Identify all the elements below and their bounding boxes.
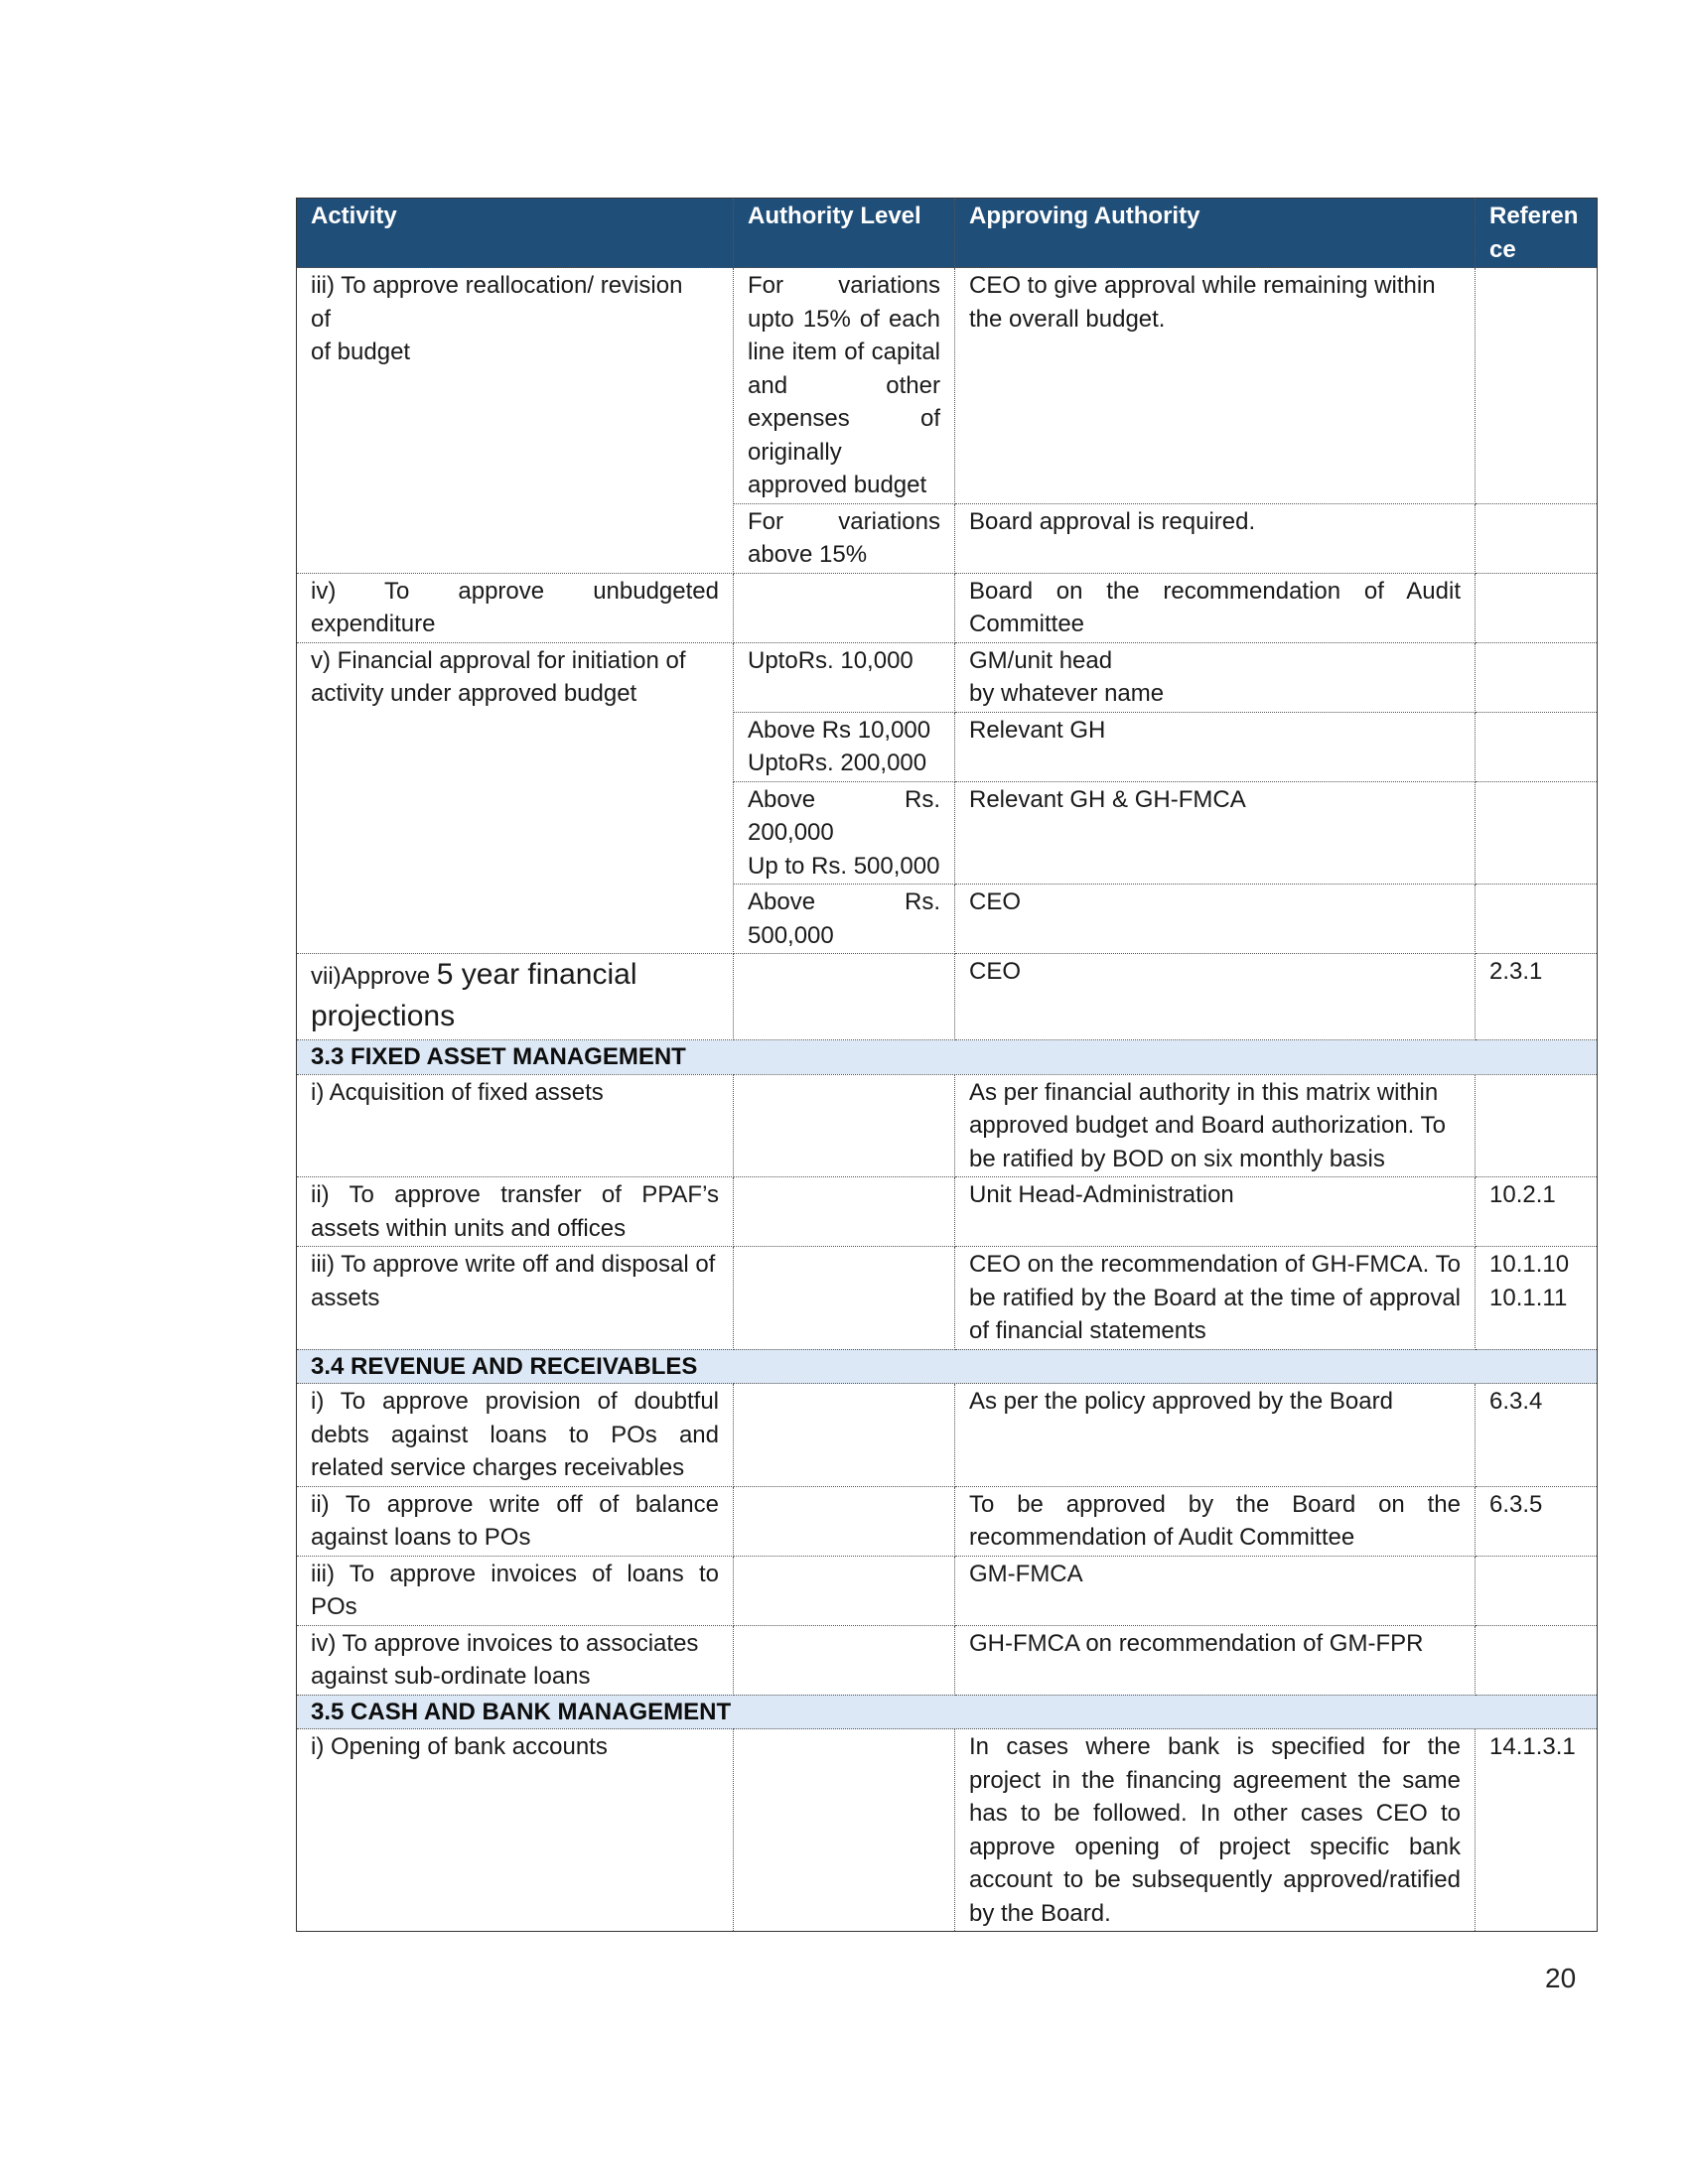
activity-cell: iv) To approve invoices to associates against sub-ordinate loans [297,1625,734,1695]
approving-authority-cell: Relevant GH & GH-FMCA [955,781,1476,885]
header-reference: Referen ce [1476,199,1598,268]
table-row [297,268,1598,504]
table-header-row [297,199,1598,268]
approving-authority-cell: As per financial authority in this matrix within approved budget and Board authorization. To be ratified by BOD on six monthly basis [955,1074,1476,1177]
header-authority-level: Authority Level [734,199,955,268]
table-row [297,954,1598,1040]
table-row [297,1384,1598,1487]
authority-level-cell [734,1486,955,1556]
activity-cell: iii) To approve invoices of loans to POs [297,1556,734,1625]
authority-level-cell [734,1556,955,1625]
reference-cell [1476,781,1598,885]
section-title: 3.4 REVENUE AND RECEIVABLES [297,1349,1598,1384]
authority-level-cell [734,954,955,1040]
section-header-row [297,1040,1598,1075]
reference-cell [1476,268,1598,504]
activity-cell: i) To approve provision of doubtful debts against loans to POs and related service charges receivables [297,1384,734,1487]
activity-cell: ii) To approve write off of balance against loans to POs [297,1486,734,1556]
table-row [297,1625,1598,1695]
approving-authority-cell: Relevant GH [955,712,1476,781]
approving-authority-cell: CEO [955,885,1476,954]
authority-level-cell: Above Rs 10,000 UptoRs. 200,000 [734,712,955,781]
approving-authority-cell: Unit Head-Administration [955,1177,1476,1247]
reference-cell [1476,573,1598,642]
authority-level-cell: For variations above 15% [734,503,955,573]
approving-authority-cell: CEO to give approval while remaining within the overall budget. [955,268,1476,504]
reference-cell: 10.2.1 [1476,1177,1598,1247]
reference-cell [1476,885,1598,954]
approving-authority-cell: As per the policy approved by the Board [955,1384,1476,1487]
authority-level-cell [734,1177,955,1247]
table-row [297,1729,1598,1932]
reference-cell [1476,1625,1598,1695]
authority-level-cell [734,1074,955,1177]
table-row [297,1074,1598,1177]
authority-level-cell [734,573,955,642]
authority-level-cell: Above Rs. 200,000 Up to Rs. 500,000 [734,781,955,885]
activity-cell: v) Financial approval for initiation of activity under approved budget [297,642,734,954]
authority-level-cell [734,1729,955,1932]
approving-authority-cell: Board on the recommendation of Audit Committee [955,573,1476,642]
reference-cell: 6.3.4 [1476,1384,1598,1487]
reference-cell [1476,503,1598,573]
reference-cell: 14.1.3.1 [1476,1729,1598,1932]
activity-cell: iv) To approve unbudgeted expenditure [297,573,734,642]
activity-cell: iii) To approve reallocation/ revision of of budget [297,268,734,574]
table-row [297,1486,1598,1556]
reference-cell [1476,1074,1598,1177]
approving-authority-cell: GM-FMCA [955,1556,1476,1625]
authority-level-cell [734,1247,955,1350]
table-row [297,573,1598,642]
table-row [297,1556,1598,1625]
approving-authority-cell: CEO on the recommendation of GH-FMCA. To be ratified by the Board at the time of approval of financial statements [955,1247,1476,1350]
reference-cell [1476,712,1598,781]
authority-level-cell [734,1625,955,1695]
reference-cell: 10.1.10 10.1.11 [1476,1247,1598,1350]
table-row [297,1247,1598,1350]
page-number: 20 [1545,1963,1577,1993]
reference-cell [1476,1556,1598,1625]
section-title: 3.5 CASH AND BANK MANAGEMENT [297,1695,1598,1729]
header-approving-authority: Approving Authority [955,199,1476,268]
activity-cell: vii)Approve 5 year financial projections [297,954,734,1040]
section-header-row [297,1349,1598,1384]
approving-authority-cell: To be approved by the Board on the recommendation of Audit Committee [955,1486,1476,1556]
approving-authority-cell: In cases where bank is specified for the project in the financing agreement the same has to be followed. In other cases CEO to approve opening of project specific bank account to be subsequently approved/ratified by the Board. [955,1729,1476,1932]
authority-level-cell: For variations upto 15% of each line item of capital and other expenses of originally approved budget [734,268,955,504]
approving-authority-cell: CEO [955,954,1476,1040]
reference-cell: 6.3.5 [1476,1486,1598,1556]
approving-authority-cell: GM/unit head by whatever name [955,642,1476,712]
activity-cell: i) Opening of bank accounts [297,1729,734,1932]
authority-level-cell: Above Rs. 500,000 [734,885,955,954]
reference-cell [1476,642,1598,712]
authority-level-cell: UptoRs. 10,000 [734,642,955,712]
activity-cell: ii) To approve transfer of PPAF’s assets within units and offices [297,1177,734,1247]
header-activity: Activity [297,199,734,268]
approving-authority-cell: GH-FMCA on recommendation of GM-FPR [955,1625,1476,1695]
section-title: 3.3 FIXED ASSET MANAGEMENT [297,1040,1598,1075]
approving-authority-cell: Board approval is required. [955,503,1476,573]
table-row [297,642,1598,712]
authority-matrix-table [296,198,1598,1932]
section-header-row [297,1695,1598,1729]
reference-cell: 2.3.1 [1476,954,1598,1040]
activity-cell: i) Acquisition of fixed assets [297,1074,734,1177]
activity-cell: iii) To approve write off and disposal of assets [297,1247,734,1350]
table-row [297,1177,1598,1247]
authority-level-cell [734,1384,955,1487]
